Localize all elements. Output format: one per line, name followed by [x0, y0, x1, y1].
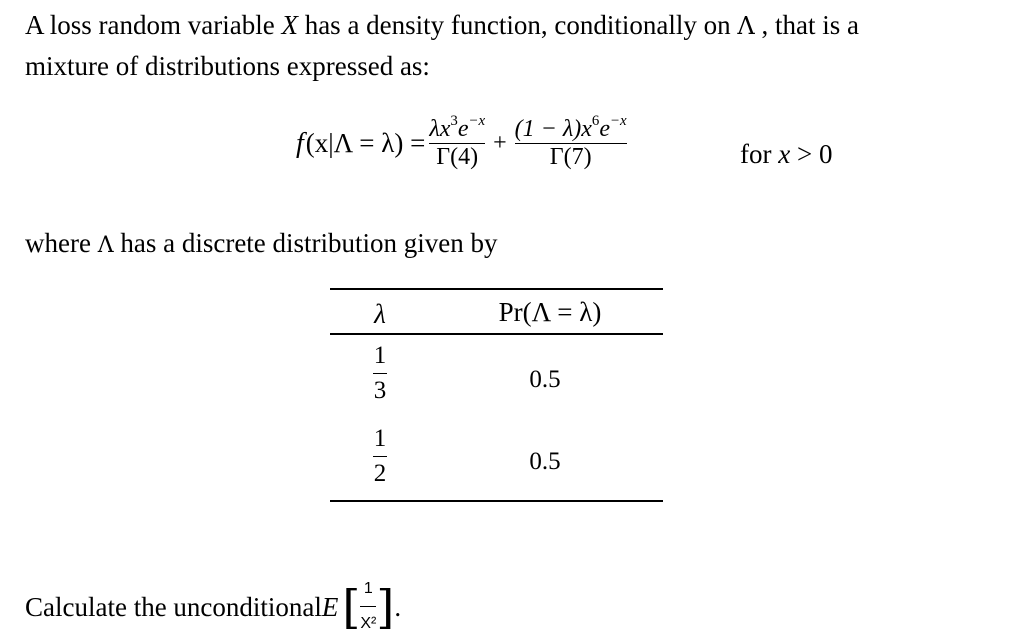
intro-line-1 [25, 8, 859, 43]
table-row-2-lambda: 1 2 [373, 425, 387, 487]
where-line: where Λ has a discrete distribution given by [25, 228, 498, 258]
term2-numerator: $(1 - \lambda)x^6e^{-x}$ [514, 112, 627, 142]
expectation-E: E [321, 591, 339, 622]
lambda-capital-symbol-2: Λ [97, 233, 114, 258]
table-header-prob: Pr(Λ = λ) [498, 297, 602, 327]
intro-text-a: A loss random variable [25, 10, 282, 40]
formula-f: f [296, 127, 304, 159]
right-bracket: ] [376, 579, 395, 634]
table-header-rule [330, 333, 663, 335]
table-row-1-prob: 0.5 [529, 366, 561, 393]
lambda-capital-symbol: Λ [737, 12, 755, 40]
question-text: Calculate the unconditional [25, 591, 322, 622]
table-top-rule [330, 288, 663, 290]
left-bracket: [ [342, 579, 361, 634]
density-formula [296, 112, 627, 171]
plus-sign: + [493, 130, 507, 156]
table-header-lambda: λ [374, 299, 386, 329]
formula-condition: for x > 0 [740, 139, 833, 169]
table-row-2-prob: 0.5 [529, 448, 561, 475]
formula-lhs-args: (x|Λ = λ) = [305, 128, 426, 158]
table-row-1-lambda: 1 3 [373, 342, 387, 404]
term2-denominator: Γ(7) [549, 144, 592, 170]
term1-numerator: $\lambda x^3e^{-x}$ [429, 112, 486, 142]
question-line: Calculate the unconditional E [ $\frac{1}{\text{X²}}$ ] . [25, 572, 401, 641]
formula-term2 [514, 112, 627, 171]
intro-text-c: , that is a [754, 10, 859, 40]
intro-line-2: mixture of distributions expressed as: [25, 51, 430, 81]
intro-text-b: has a density function, conditionally on [297, 10, 738, 40]
formula-term1 [429, 112, 486, 171]
variable-x: X [281, 10, 298, 40]
term1-denominator: Γ(4) [436, 144, 479, 170]
table-bottom-rule [330, 500, 663, 502]
expectation-fraction: $\frac{1}{\text{X²}}$ [360, 580, 377, 632]
